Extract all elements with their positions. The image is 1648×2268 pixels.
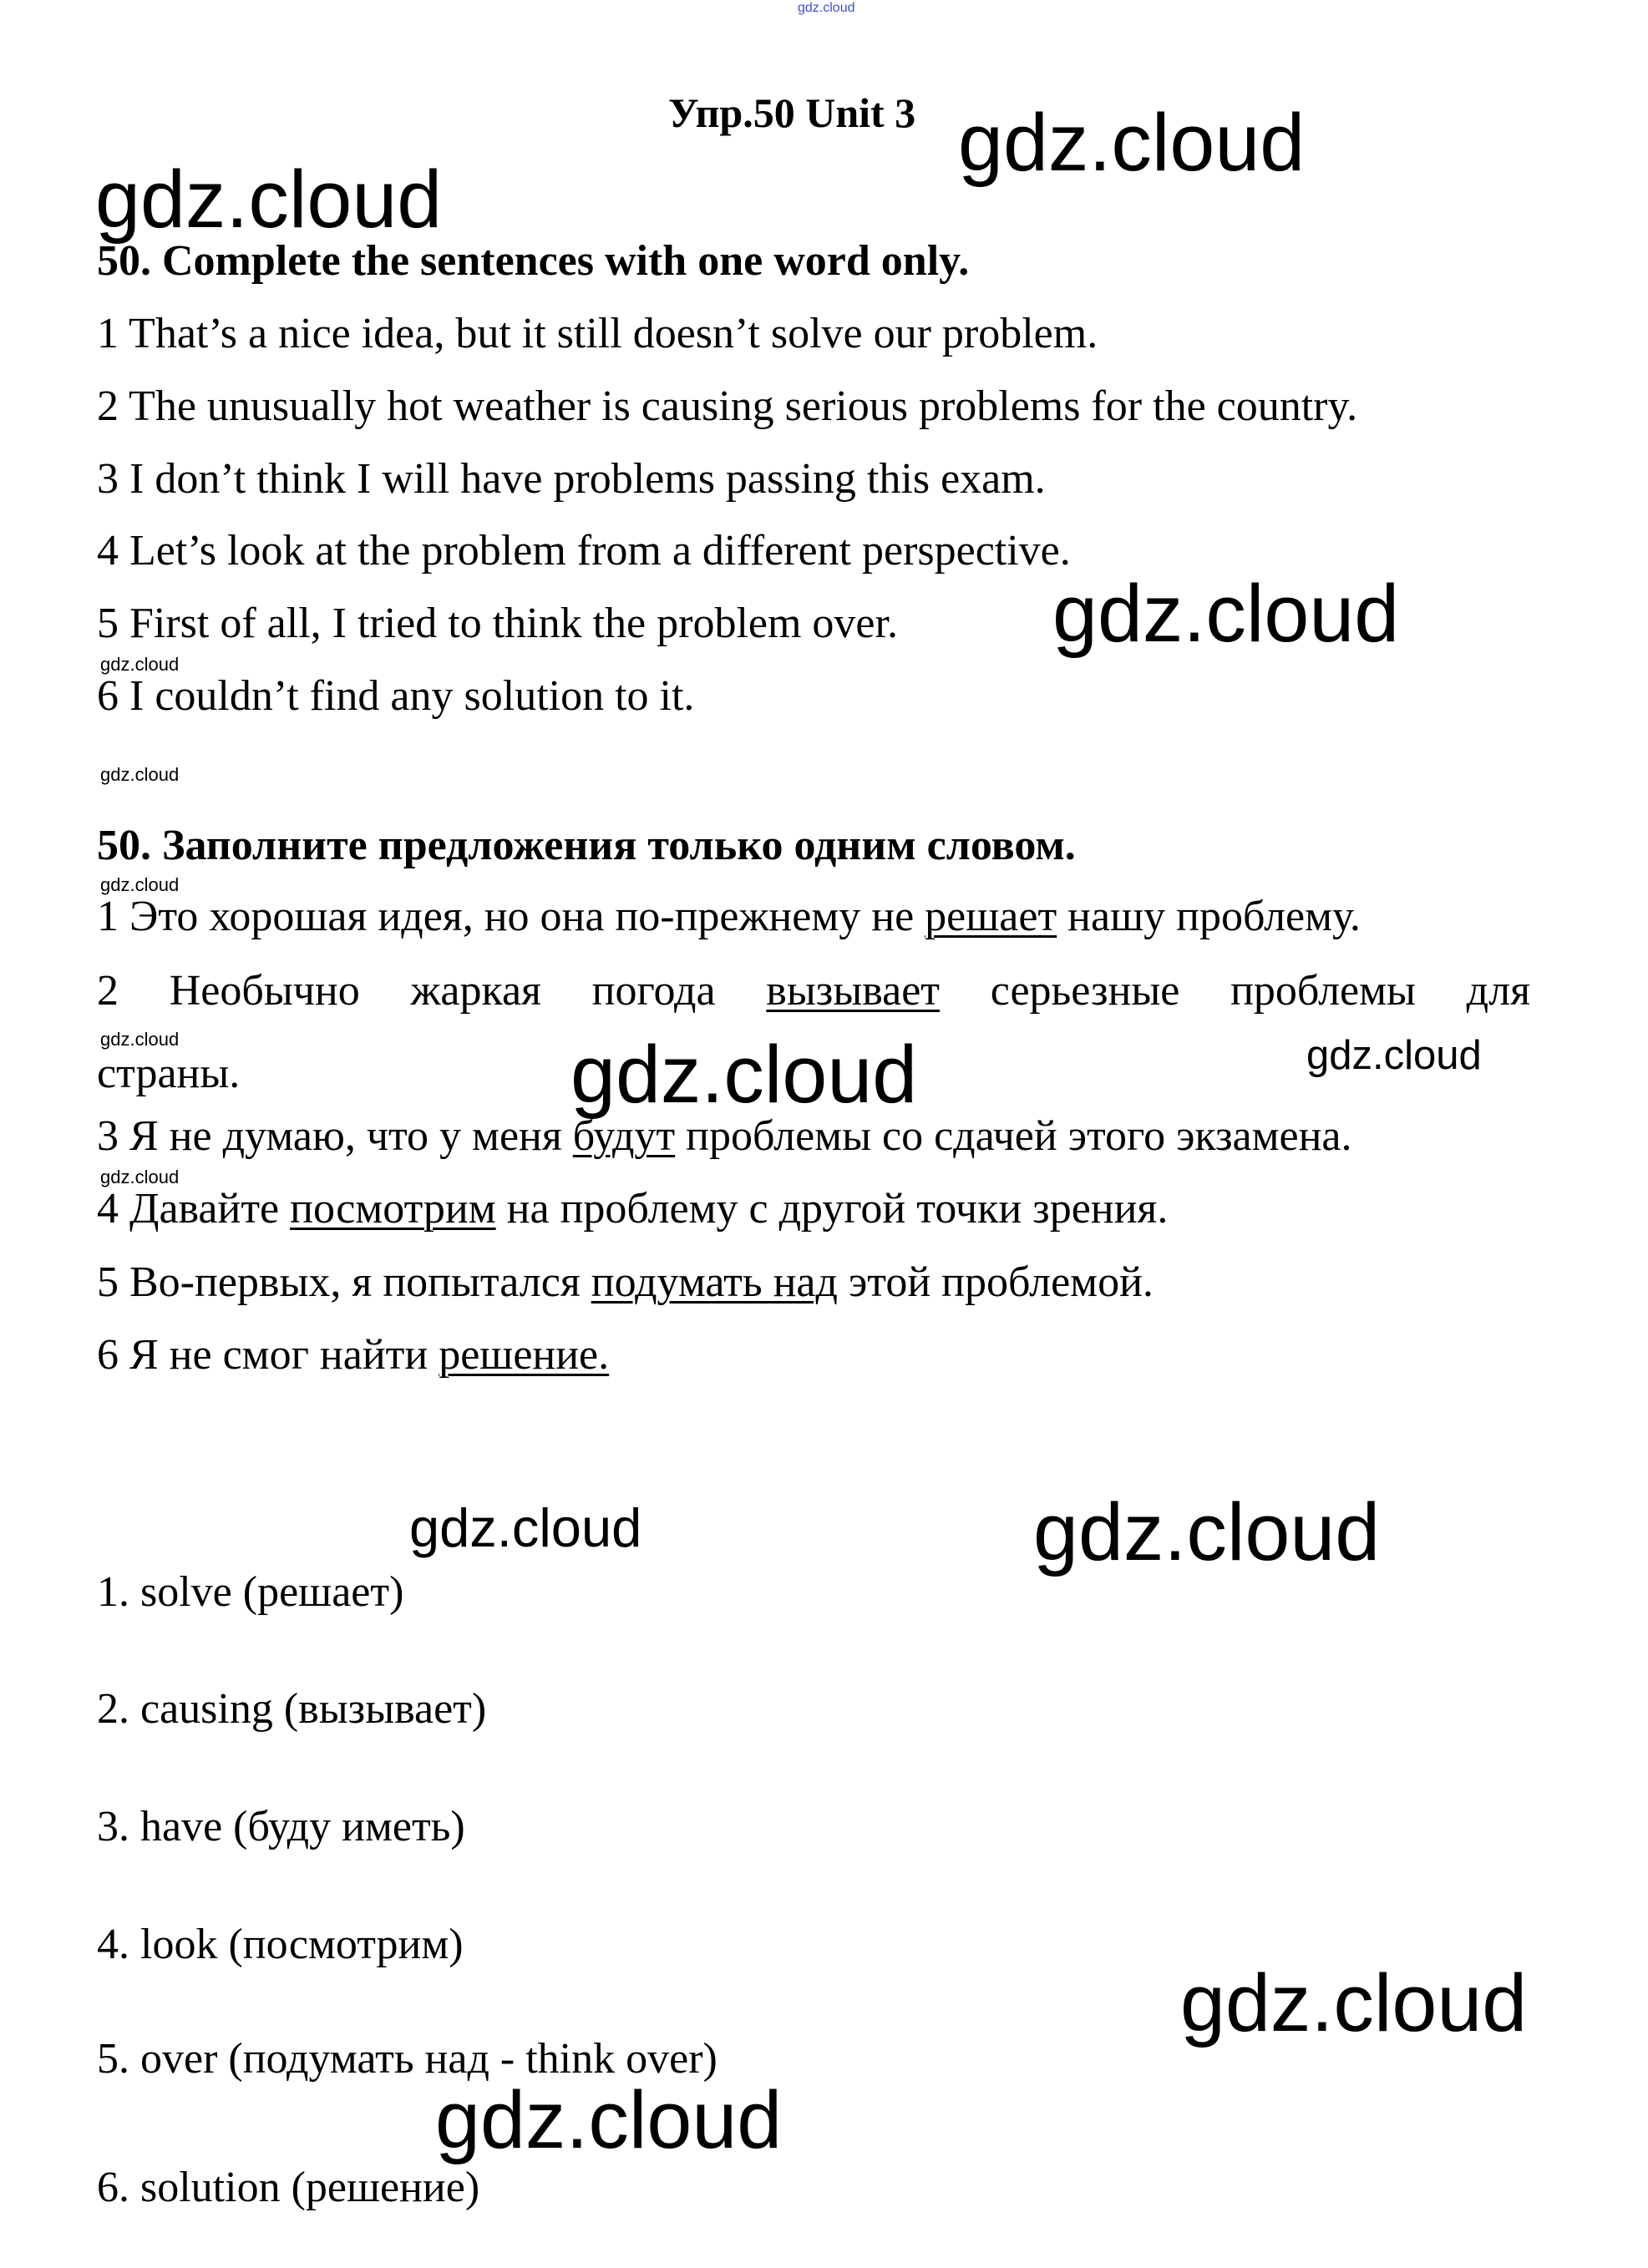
russian-heading: 50. Заполните предложения только одним словом. <box>97 822 1076 869</box>
answer-item: 2. causing (вызывает) <box>97 1685 487 1733</box>
english-line: 3 I don’t think I will have problems passing this exam. <box>97 455 1046 503</box>
answer-item: 4. look (посмотрим) <box>97 1921 464 1968</box>
watermark: gdz.cloud <box>958 97 1306 188</box>
english-line: 1 That’s a nice idea, but it still doesn’t solve our problem. <box>97 310 1098 357</box>
answer-item: 3. have (буду иметь) <box>97 1803 465 1850</box>
russian-line <box>97 1331 610 1379</box>
page-title: Упр.50 Unit 3 <box>668 89 916 136</box>
watermark: gdz.cloud <box>100 1167 180 1187</box>
line-text: нашу проблему. <box>1057 893 1361 940</box>
answer-word: подумать над <box>591 1258 838 1306</box>
line-text: на проблему с другой точки зрения. <box>495 1185 1169 1233</box>
english-line: 5 First of all, I tried to think the problem over. <box>97 600 898 647</box>
russian-line <box>97 1052 240 1096</box>
watermark: gdz.cloud <box>100 1029 180 1050</box>
english-heading: 50. Complete the sentences with one word only. <box>97 237 970 285</box>
russian-line <box>97 895 1361 939</box>
watermark: gdz.cloud <box>100 654 180 675</box>
line-text: 6 Я не смог найти <box>97 1331 439 1379</box>
answer-item: 5. over (подумать над - think over) <box>97 2035 718 2083</box>
watermark: gdz.cloud <box>1052 568 1400 659</box>
english-line: 4 Let’s look at the problem from a different perspective. <box>97 527 1071 575</box>
russian-line <box>97 1258 1154 1306</box>
line-text: 2 Необычно жаркая погода <box>97 967 767 1015</box>
russian-line <box>97 969 1530 1013</box>
line-text: 1 Это хорошая идея, но она по-прежнему не <box>97 893 925 940</box>
watermark: gdz.cloud <box>100 874 180 895</box>
watermark: gdz.cloud <box>798 1 855 15</box>
line-text: 3 Я не думаю, что у меня <box>97 1112 573 1160</box>
watermark: gdz.cloud <box>1033 1486 1381 1577</box>
line-text: этой проблемой. <box>837 1258 1154 1306</box>
watermark: gdz.cloud <box>100 764 180 785</box>
answer-word: будут <box>572 1112 676 1160</box>
line-text: серьезные проблемы для <box>940 967 1530 1015</box>
line-text: страны. <box>97 1050 241 1097</box>
english-line: 2 The unusually hot weather is causing serious problems for the country. <box>97 382 1358 430</box>
russian-line <box>97 1112 1352 1160</box>
watermark: gdz.cloud <box>95 154 443 245</box>
watermark: gdz.cloud <box>409 1497 642 1558</box>
answer-word: решение. <box>439 1331 610 1379</box>
watermark: gdz.cloud <box>570 1029 918 1120</box>
watermark: gdz.cloud <box>1180 1957 1528 2048</box>
line-text: проблемы со сдачей этого экзамена. <box>675 1112 1352 1160</box>
line-text: 5 Во-первых, я попытался <box>97 1258 591 1306</box>
answer-word: вызывает <box>766 967 941 1015</box>
answer-item: 1. solve (решает) <box>97 1568 404 1616</box>
russian-line <box>97 1187 1168 1231</box>
answer-word: посмотрим <box>290 1185 496 1233</box>
answer-word: решает <box>925 893 1057 940</box>
answer-item: 6. solution (решение) <box>97 2164 480 2211</box>
english-line: 6 I couldn’t find any solution to it. <box>97 672 695 720</box>
line-text: 4 Давайте <box>97 1185 291 1233</box>
watermark: gdz.cloud <box>435 2074 783 2165</box>
watermark: gdz.cloud <box>1306 1033 1482 1078</box>
